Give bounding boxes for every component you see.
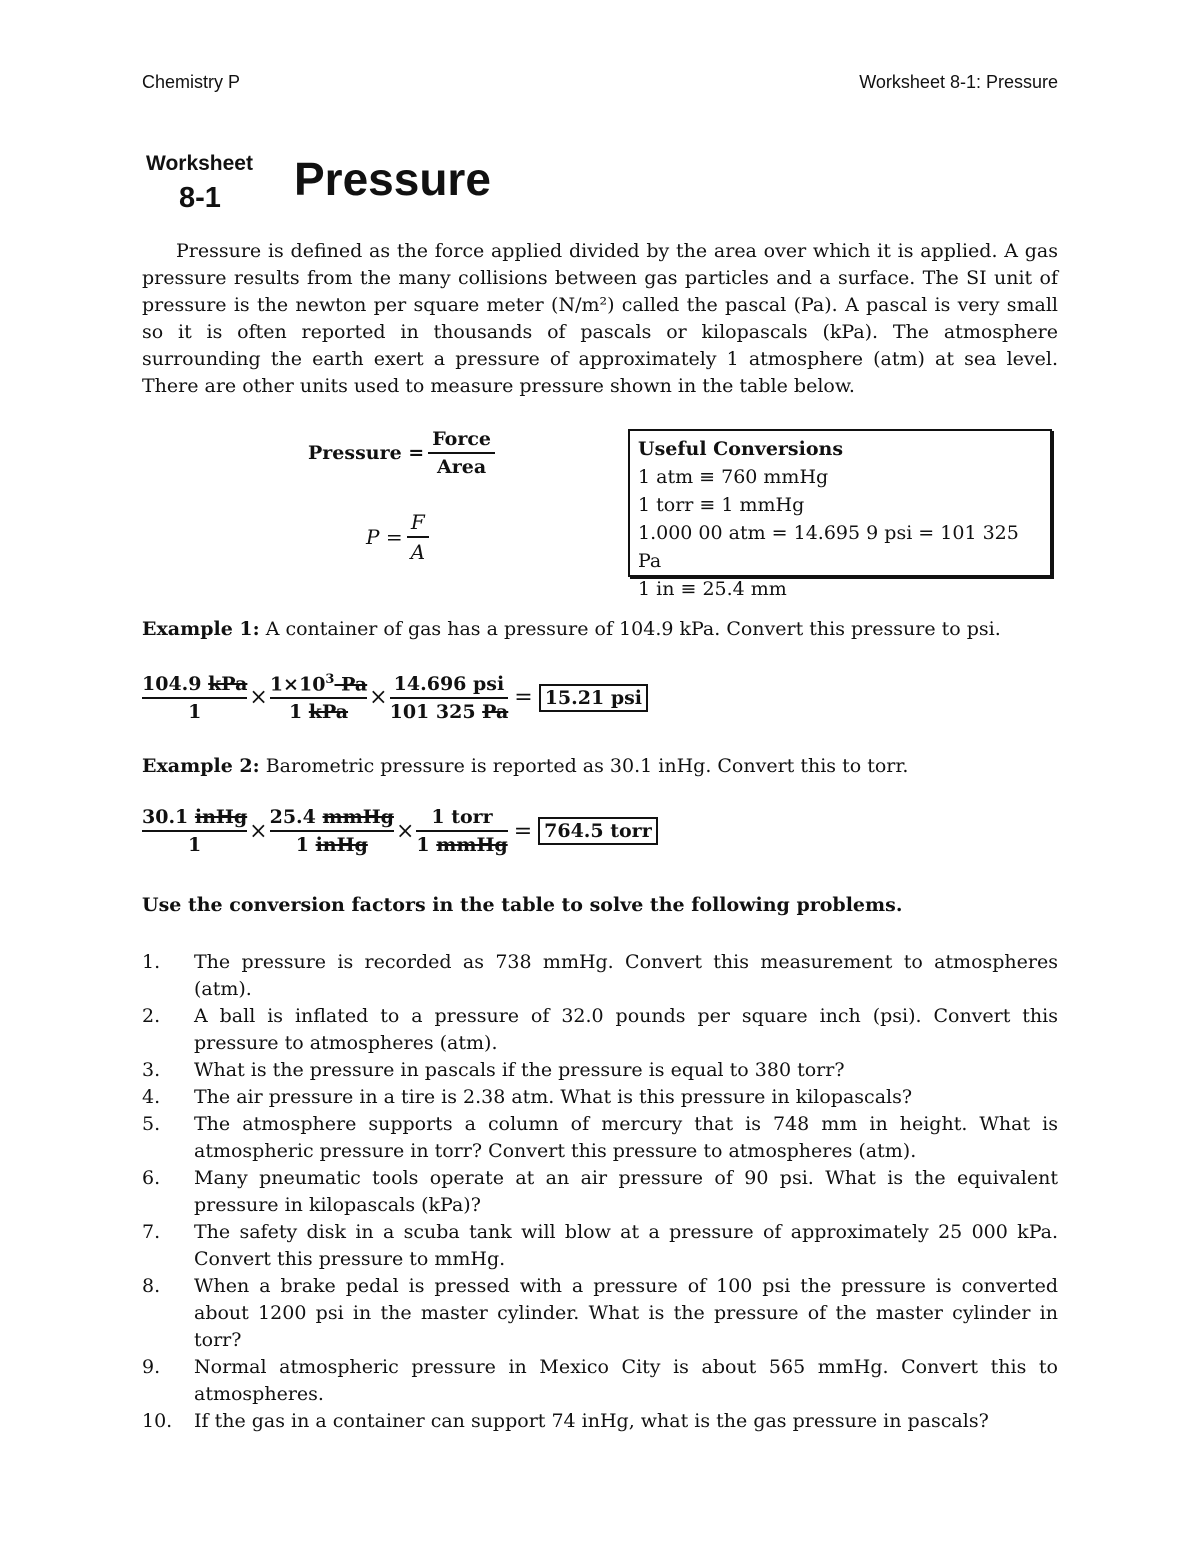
ex2-factor-3 (416, 806, 507, 856)
ex1-factor-1 (142, 673, 247, 723)
conversion-item: 1 torr ≡ 1 mmHg (638, 494, 805, 516)
problem-text: Many pneumatic tools operate at an air pressure of 90 psi. What is the equivalent pressure in kilopascals (kPa)? (194, 1167, 1058, 1216)
example-1-label: Example 1: (142, 618, 260, 640)
problem-text: A ball is inflated to a pressure of 32.0 pounds per square inch (psi). Convert this pressure to atmospheres (atm). (194, 1005, 1058, 1054)
header-worksheet-title: Worksheet 8-1: Pressure (859, 72, 1058, 92)
conversions-title: Useful Conversions (638, 438, 844, 460)
ex1-f2-num-unit: Pa (334, 673, 368, 696)
problem-text: The atmosphere supports a column of mercury that is 748 mm in height. What is atmospheric pressure in torr? Convert this pressure to atmospheres (atm). (194, 1113, 1058, 1162)
problem-text: The air pressure in a tire is 2.38 atm. What is this pressure in kilopascals? (194, 1086, 913, 1108)
problem-item (142, 1273, 1058, 1354)
formula-symbol-lhs: P = (366, 525, 403, 549)
problem-item (142, 1111, 1058, 1165)
header-course: Chemistry P (142, 72, 241, 92)
worksheet-number: 8-1 (179, 182, 221, 214)
ex2-answer: 764.5 torr (538, 817, 658, 845)
problem-item (142, 1165, 1058, 1219)
equals-sign: = (513, 818, 533, 844)
pressure-symbol-formula (366, 510, 427, 564)
problem-number: 8. (142, 1275, 161, 1297)
problem-item (142, 1003, 1058, 1057)
example-2-statement (142, 755, 908, 777)
problem-number: 6. (142, 1167, 161, 1189)
problem-number: 9. (142, 1356, 161, 1378)
problem-text: What is the pressure in pascals if the pressure is equal to 380 torr? (194, 1059, 845, 1081)
ex2-f3-num: 1 torr (431, 806, 493, 828)
problems-instructions: Use the conversion factors in the table to solve the following problems. (142, 894, 903, 916)
formula-symbol-fraction (409, 510, 427, 564)
conversion-item: 1 atm ≡ 760 mmHg (638, 466, 829, 488)
ex1-f2-den-unit: kPa (308, 701, 349, 724)
ex1-f3-den-value: 101 325 (389, 700, 483, 723)
problem-text: The pressure is recorded as 738 mmHg. Convert this measurement to atmospheres (atm). (194, 951, 1058, 1000)
ex2-f1-num-unit: inHg (194, 806, 248, 828)
problem-number: 5. (142, 1113, 161, 1135)
example-2-text: Barometric pressure is reported as 30.1 inHg. Convert this to torr. (259, 755, 909, 777)
problem-item (142, 1084, 1058, 1111)
formula-symbol-denominator: A (407, 536, 429, 564)
ex2-f3-den-unit: mmHg (436, 834, 508, 856)
example-2-calculation (142, 806, 658, 856)
problem-item (142, 1057, 1058, 1084)
problem-number: 3. (142, 1059, 161, 1081)
problem-text: Normal atmospheric pressure in Mexico City is about 565 mmHg. Convert this to atmospheres. (194, 1356, 1058, 1405)
example-1-text: A container of gas has a pressure of 104.9 kPa. Convert this pressure to psi. (259, 618, 1001, 640)
times-sign: × (249, 818, 268, 844)
worksheet-label: Worksheet (146, 152, 253, 175)
formula-word-denominator: Area (428, 452, 495, 478)
conversion-item: 1 in ≡ 25.4 mm (638, 578, 787, 600)
problem-text: When a brake pedal is pressed with a pressure of 100 psi the pressure is converted about 1200 psi in the master cylinder. What is the pressure of the master cylinder in torr? (194, 1275, 1058, 1351)
ex1-factor-3 (390, 673, 509, 723)
problem-list (142, 949, 1058, 1435)
problem-number: 2. (142, 1005, 161, 1027)
example-2-label: Example 2: (142, 755, 260, 777)
problem-number: 7. (142, 1221, 161, 1243)
formula-word-lhs: Pressure = (308, 442, 425, 464)
problem-number: 1. (142, 951, 161, 973)
ex1-f1-den: 1 (142, 697, 247, 723)
formula-word-numerator: Force (432, 428, 492, 450)
ex1-f3-den-unit: Pa (482, 700, 509, 723)
ex1-f2-num-value: 1×10 (269, 673, 326, 696)
ex2-f1-num-value: 30.1 (142, 806, 195, 828)
ex2-f1-den: 1 (142, 830, 247, 856)
problem-item (142, 1408, 1058, 1435)
problem-text: The safety disk in a scuba tank will blow at a pressure of approximately 25 000 kPa. Convert this pressure to mmHg. (194, 1221, 1058, 1270)
problem-item (142, 1219, 1058, 1273)
ex2-factor-2 (270, 806, 394, 856)
ex2-factor-1 (142, 806, 247, 856)
problem-item (142, 949, 1058, 1003)
times-sign: × (395, 818, 415, 844)
problem-text: If the gas in a container can support 74 inHg, what is the gas pressure in pascals? (194, 1410, 989, 1432)
ex2-f2-num-value: 25.4 (269, 806, 323, 828)
ex2-f3-den-value: 1 (416, 834, 437, 856)
ex1-f2-num-exponent: 3 (325, 672, 335, 687)
ex2-f2-den-unit: inHg (315, 834, 368, 856)
problem-item (142, 1354, 1058, 1408)
ex1-f3-num: 14.696 psi (393, 672, 505, 695)
ex1-f2-den-value: 1 (288, 701, 309, 724)
ex1-answer: 15.21 psi (539, 684, 648, 712)
example-1-calculation (142, 672, 648, 723)
problem-number: 4. (142, 1086, 161, 1108)
problem-number: 10. (142, 1410, 173, 1432)
page-title: Pressure (294, 153, 491, 205)
ex1-factor-2 (270, 672, 367, 723)
conversion-item: 1.000 00 atm = 14.695 9 psi = 101 325 Pa (638, 522, 1019, 572)
ex2-f2-den-value: 1 (295, 834, 316, 856)
ex2-f2-num-unit: mmHg (322, 806, 394, 828)
pressure-word-formula (308, 428, 493, 478)
times-sign: × (249, 685, 268, 711)
equals-sign: = (514, 685, 533, 711)
formula-symbol-numerator: F (410, 510, 425, 534)
example-1-statement (142, 618, 1001, 640)
ex1-f1-num-value: 104.9 (142, 672, 209, 695)
formula-word-fraction (430, 428, 493, 478)
intro-paragraph: Pressure is defined as the force applied divided by the area over which it is applied. A gas pressure results from the many collisions between gas particles and a surface. The SI unit of pressure is the newton per square meter (N/m²) called the pascal (Pa). A pascal is very small so it is often reported in thousands of pascals or kilopascals (kPa). The atmosphere surrounding the earth exert a pressure of approximately 1 atmosphere (atm) at sea level. There are other units used to measure pressure shown in the table below. (142, 240, 1058, 397)
useful-conversions-box (628, 429, 1052, 600)
times-sign: × (369, 685, 388, 711)
ex1-f1-num-unit: kPa (208, 672, 248, 695)
